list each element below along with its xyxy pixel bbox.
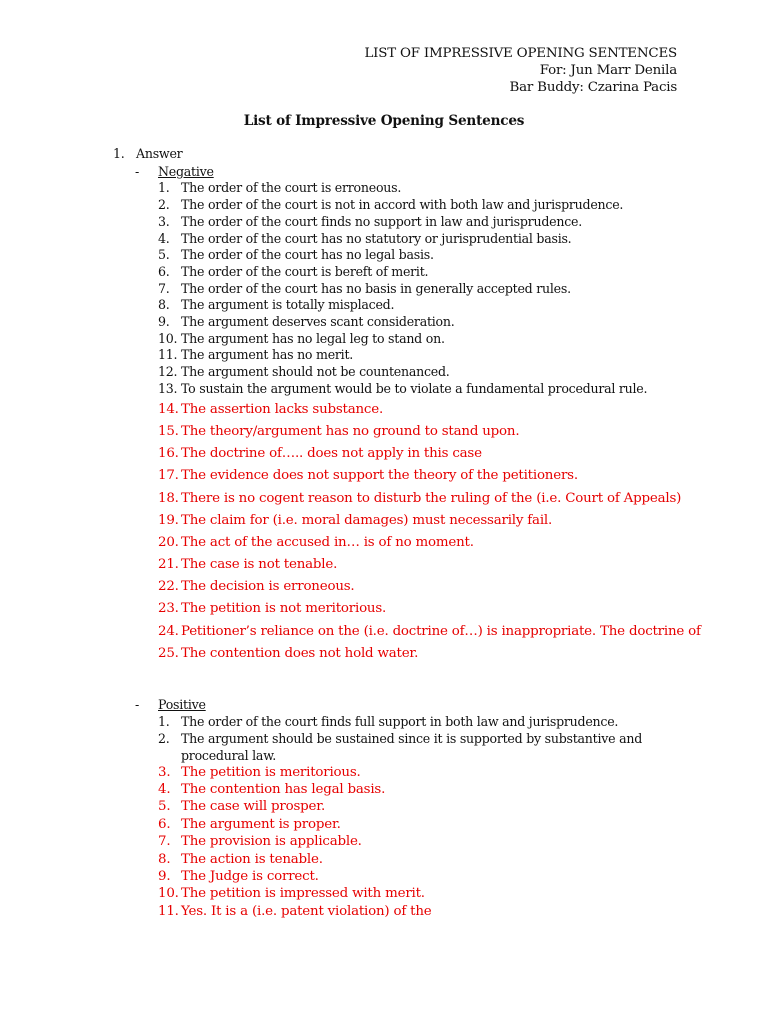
item-text: The Judge is correct. [181, 869, 319, 884]
item-text: The order of the court is not in accord with both law and jurisprudence. [181, 197, 624, 212]
item-text: The assertion lacks substance. [181, 402, 384, 417]
item-text: The argument has no merit. [181, 347, 354, 362]
item-number: 6. [158, 817, 171, 832]
item-text: The petition is impressed with merit. [181, 886, 425, 901]
item-number: 10. [158, 331, 178, 346]
item-text: Petitioner’s reliance on the (i.e. doctrine of…) is inappropriate. The doctrine of [181, 624, 701, 639]
item-number: 18. [158, 491, 179, 506]
item-number: 4. [158, 231, 170, 246]
item-number: 21. [158, 557, 179, 572]
item-text-continued: procedural law. [181, 748, 276, 763]
item-number: 14. [158, 402, 179, 417]
item-text: The order of the court finds no support in law and jurisprudence. [181, 214, 582, 229]
section-label: Answer [136, 146, 183, 161]
header-for: For: Jun Marr Denila [539, 62, 677, 78]
item-text: The argument is totally misplaced. [181, 297, 395, 312]
item-text: The petition is not meritorious. [181, 601, 387, 616]
item-number: 7. [158, 834, 171, 849]
item-number: 13. [158, 381, 178, 396]
negative-dash: - [135, 164, 140, 179]
item-number: 10. [158, 886, 179, 901]
item-text: The provision is applicable. [181, 834, 362, 849]
item-number: 2. [158, 197, 170, 212]
section-number: 1. [113, 146, 125, 161]
item-text: The argument should be sustained since it is supported by substantive and [181, 731, 643, 746]
item-text: The argument should not be countenanced. [181, 364, 450, 379]
item-text: The order of the court has no basis in generally accepted rules. [181, 281, 571, 296]
item-text: The claim for (i.e. moral damages) must necessarily fail. [181, 513, 553, 528]
positive-heading: Positive [158, 697, 206, 712]
item-number: 8. [158, 852, 171, 867]
item-number: 25. [158, 646, 179, 661]
item-text: The argument has no legal leg to stand on. [181, 331, 445, 346]
item-number: 15. [158, 424, 179, 439]
item-text: The contention does not hold water. [181, 646, 419, 661]
positive-dash: - [135, 697, 140, 712]
item-text: To sustain the argument would be to violate a fundamental procedural rule. [181, 381, 648, 396]
item-text: The case is not tenable. [181, 557, 338, 572]
item-number: 1. [158, 714, 170, 729]
item-number: 9. [158, 869, 171, 884]
item-number: 19. [158, 513, 179, 528]
item-number: 4. [158, 782, 171, 797]
item-text: Yes. It is a (i.e. patent violation) of the [181, 904, 432, 919]
item-text: The order of the court has no statutory or jurisprudential basis. [181, 231, 572, 246]
item-number: 20. [158, 535, 179, 550]
item-text: The decision is erroneous. [181, 579, 355, 594]
item-number: 1. [158, 180, 170, 195]
item-text: The action is tenable. [181, 852, 323, 867]
item-number: 7. [158, 281, 170, 296]
item-number: 11. [158, 904, 179, 919]
header-bar-buddy: Bar Buddy: Czarina Pacis [509, 79, 677, 95]
item-number: 2. [158, 731, 170, 746]
item-text: The evidence does not support the theory of the petitioners. [181, 468, 578, 483]
item-text: The argument is proper. [181, 817, 341, 832]
item-number: 16. [158, 446, 179, 461]
item-number: 9. [158, 314, 170, 329]
item-text: The act of the accused in… is of no moment. [181, 535, 474, 550]
item-text: The doctrine of….. does not apply in this case [181, 446, 482, 461]
item-number: 6. [158, 264, 170, 279]
item-text: The order of the court is bereft of merit. [181, 264, 429, 279]
page-title: List of Impressive Opening Sentences [243, 113, 525, 129]
item-number: 5. [158, 247, 170, 262]
item-number: 11. [158, 347, 178, 362]
header-title: LIST OF IMPRESSIVE OPENING SENTENCES [364, 46, 677, 61]
item-text: The order of the court finds full support in both law and jurisprudence. [181, 714, 619, 729]
item-number: 5. [158, 799, 171, 814]
item-text: The contention has legal basis. [181, 782, 386, 797]
item-number: 3. [158, 214, 170, 229]
document-header [364, 46, 677, 96]
item-text: The order of the court is erroneous. [181, 180, 402, 195]
item-text: The theory/argument has no ground to stand upon. [181, 424, 520, 439]
item-text: The petition is meritorious. [181, 765, 361, 780]
item-text: The order of the court has no legal basis. [181, 247, 434, 262]
item-text: The argument deserves scant consideration. [181, 314, 455, 329]
item-number: 12. [158, 364, 178, 379]
item-text: There is no cogent reason to disturb the ruling of the (i.e. Court of Appeals) [181, 491, 682, 506]
item-number: 8. [158, 297, 170, 312]
item-text: The case will prosper. [181, 799, 326, 814]
item-number: 3. [158, 765, 171, 780]
item-number: 23. [158, 601, 179, 616]
item-number: 24. [158, 624, 179, 639]
item-number: 17. [158, 468, 179, 483]
negative-heading: Negative [158, 164, 214, 179]
item-number: 22. [158, 579, 179, 594]
